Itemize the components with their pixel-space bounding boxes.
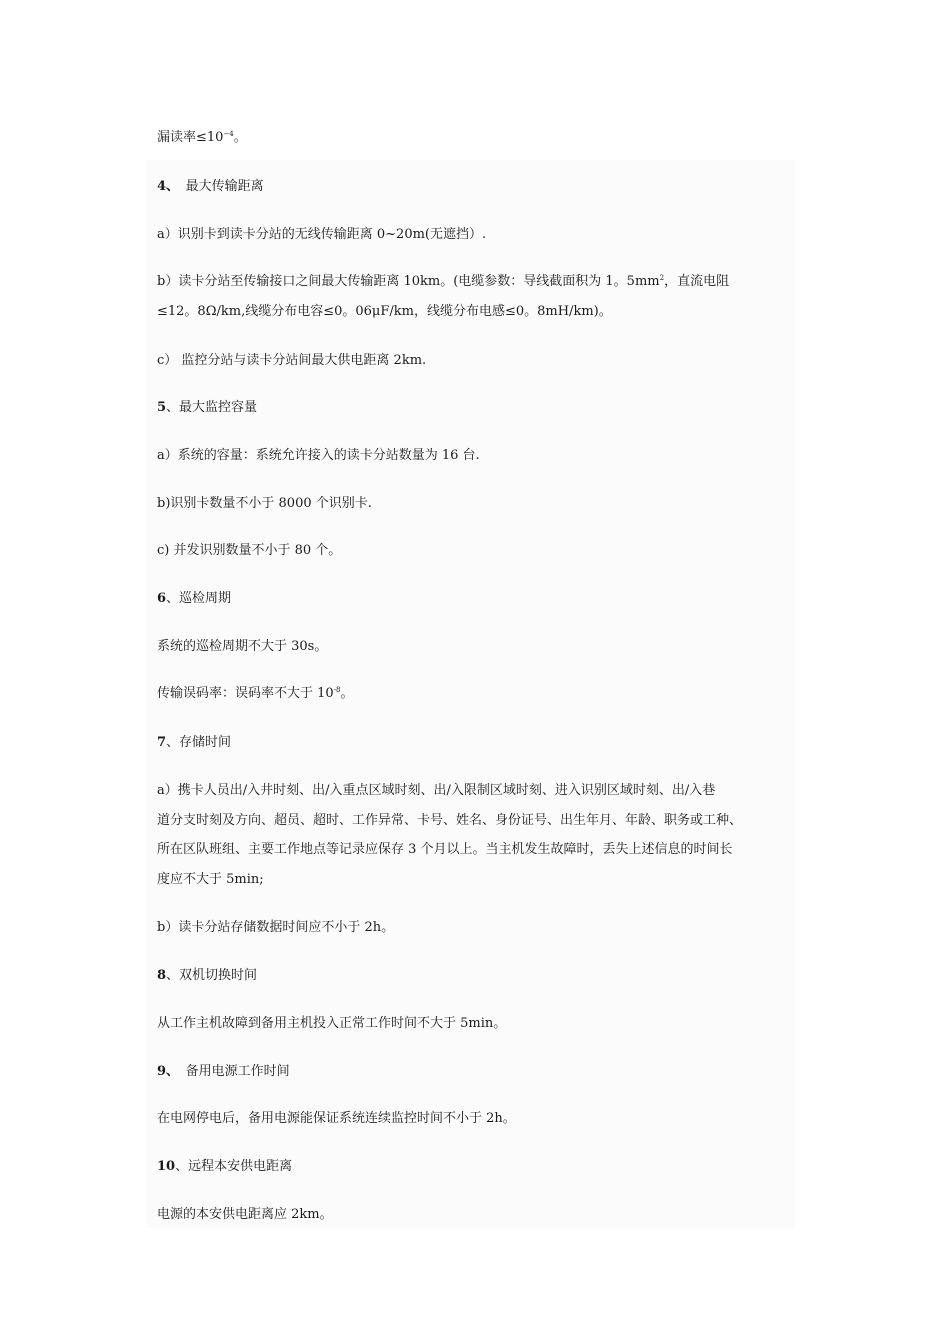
power-distance-text: 电源的本安供电距离应 2km。 <box>157 1207 333 1222</box>
section-8-heading: 8、双机切换时间 <box>157 968 258 983</box>
section-6-heading: 6、巡检周期 <box>157 591 232 606</box>
section-9-heading: 9、 备用电源工作时间 <box>157 1064 290 1079</box>
section-5a-text: a）系统的容量：系统允许接入的读卡分站数量为 16 台. <box>157 448 480 463</box>
section-5-heading: 5、最大监控容量 <box>157 400 258 415</box>
miss-read-rate-text: 漏读率$\le 10^{-4}$。 <box>157 130 247 145</box>
inspection-cycle-text: 系统的巡检周期不大于 30s。 <box>157 639 328 654</box>
switchover-time-text: 从工作主机故障到备用主机投入正常工作时间不大于 5min。 <box>157 1016 507 1031</box>
section-7a-text-line3: 所在区队班组、主要工作地点等记录应保存 3 个月以上。当主机发生故障时，丢失上述信息的时间长 <box>157 842 733 857</box>
section-5b-text: b)识别卡数量不小于 8000 个识别卡. <box>157 496 372 511</box>
section-7a-text-line4: 度应不大于 5min; <box>157 872 264 887</box>
section-5c-text: c) 并发识别数量不小于 80 个。 <box>157 543 342 558</box>
section-7-heading: 7、存储时间 <box>157 735 232 750</box>
section-4b-text-line2: ≤12。8Ω/km,线缆分布电容≤0。06μF/km，线缆分布电感≤0。8mH/km)。 <box>157 304 612 319</box>
section-4c-text: c） 监控分站与读卡分站间最大供电距离 2km. <box>157 353 427 368</box>
section-4-heading: 4、 最大传输距离 <box>157 179 264 194</box>
section-7b-text: b）读卡分站存储数据时间应不小于 2h。 <box>157 920 395 935</box>
section-10-heading: 10、远程本安供电距离 <box>157 1159 293 1174</box>
section-7a-text-line2: 道分支时刻及方向、超员、超时、工作异常、卡号、姓名、身份证号、出生年月、年龄、职务或工种、 <box>157 813 743 828</box>
section-4b-text-line1: b）读卡分站至传输接口之间最大传输距离 10km。(电缆参数：导线截面积为 1。$5mm^2$，直流电阻 <box>157 274 730 289</box>
backup-power-text: 在电网停电后，备用电源能保证系统连续监控时间不小于 2h。 <box>157 1111 516 1126</box>
bit-error-rate-text: 传输误码率：误码率不大于 $10^{-8}$。 <box>157 686 354 701</box>
section-4a-text: a）识别卡到读卡分站的无线传输距离 0~20m(无遮挡）. <box>157 227 487 242</box>
section-7a-text-line1: a）携卡人员出/入井时刻、出/入重点区域时刻、出/入限制区域时刻、进入识别区域时刻、出/入巷 <box>157 783 716 798</box>
